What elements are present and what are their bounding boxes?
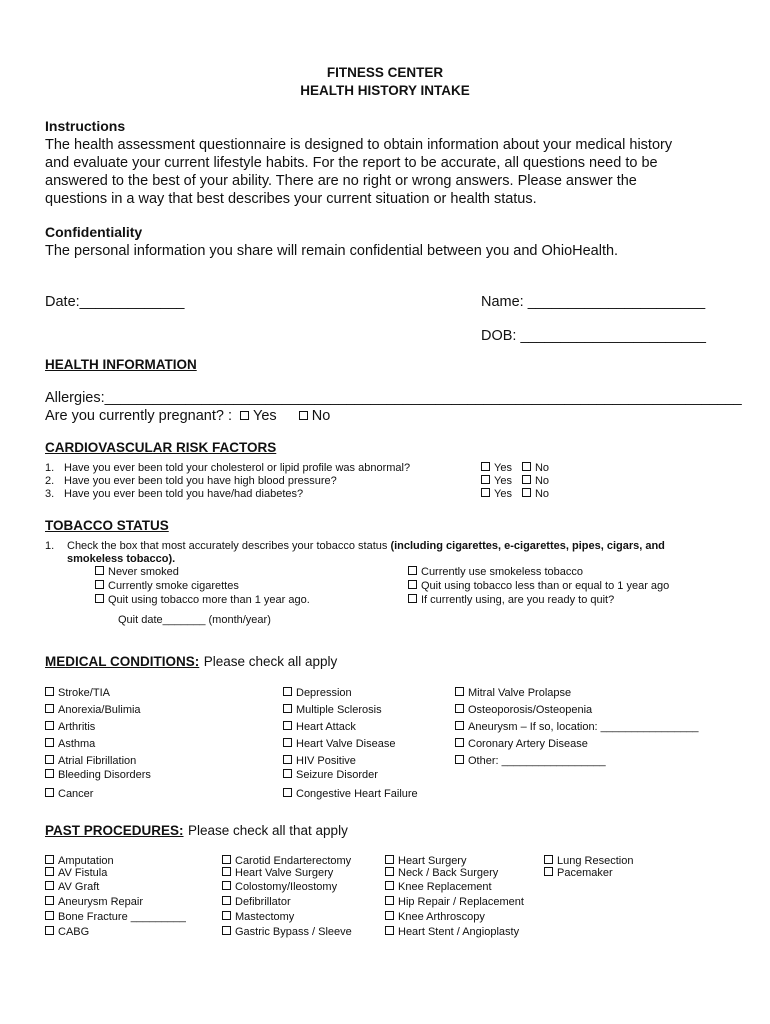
procedure-item	[385, 911, 485, 923]
condition-item	[455, 738, 588, 750]
instructions-line-3: answered to the best of your ability. There are no right or wrong answers. Please answer the	[45, 173, 637, 189]
form-title-line1: FITNESS CENTER	[326, 65, 444, 80]
procedure-item	[45, 881, 99, 893]
dob-field[interactable]: DOB: _______________________	[481, 328, 706, 344]
procedure-checkbox[interactable]	[544, 867, 553, 876]
cardio-heading: CARDIOVASCULAR RISK FACTORS	[45, 440, 277, 455]
option-label: Currently smoke cigarettes	[108, 580, 239, 592]
procedure-label: Heart Valve Surgery	[235, 867, 334, 879]
tobacco-option-ready-to-quit	[408, 594, 614, 606]
tobacco-ready-checkbox[interactable]	[408, 594, 417, 603]
quit-date-field[interactable]: Quit date_______ (month/year)	[118, 614, 271, 626]
condition-item	[283, 721, 356, 733]
condition-label: Atrial Fibrillation	[58, 755, 137, 767]
procedure-label: Knee Arthroscopy	[398, 911, 485, 923]
condition-label: Depression	[296, 687, 352, 699]
pregnant-yes-label: Yes	[253, 408, 277, 424]
procedure-label: Bone Fracture _________	[58, 911, 186, 923]
condition-item	[45, 687, 110, 699]
tobacco-option-quit-within-year	[408, 580, 669, 592]
procedure-label: CABG	[58, 926, 90, 938]
procedures-heading: PAST PROCEDURES:	[45, 823, 184, 838]
procedure-item	[222, 926, 352, 938]
tobacco-option-current-cigarettes	[95, 580, 239, 592]
cardio-answers-1	[481, 462, 549, 474]
condition-checkbox[interactable]	[45, 721, 54, 730]
condition-label: Osteoporosis/Osteopenia	[468, 704, 593, 716]
tobacco-current-checkbox[interactable]	[95, 580, 104, 589]
medical-header	[45, 653, 337, 671]
condition-checkbox[interactable]	[283, 769, 292, 778]
procedure-item	[45, 867, 107, 879]
procedure-checkbox[interactable]	[385, 896, 394, 905]
condition-checkbox[interactable]	[455, 704, 464, 713]
procedure-item	[222, 896, 291, 908]
option-label: Currently use smokeless tobacco	[421, 566, 584, 578]
tobacco-heading: TOBACCO STATUS	[45, 518, 169, 533]
no-label: No	[534, 462, 550, 474]
condition-item	[283, 788, 418, 800]
yes-label: Yes	[494, 462, 512, 474]
procedure-label: Carotid Endarterectomy	[235, 855, 352, 867]
pregnant-question-label: Are you currently pregnant? :	[45, 408, 232, 424]
tobacco-option-smokeless	[408, 566, 583, 578]
tobacco-quit-within-year-checkbox[interactable]	[408, 580, 417, 589]
procedure-label: Aneurysm Repair	[58, 896, 143, 908]
tobacco-question-emphasis-2: smokeless tobacco).	[67, 553, 176, 565]
procedure-item	[222, 881, 337, 893]
procedure-item	[45, 855, 114, 867]
condition-label: HIV Positive	[296, 755, 356, 767]
condition-checkbox[interactable]	[45, 788, 54, 797]
option-label: Never smoked	[108, 566, 179, 578]
procedure-label: AV Fistula	[58, 867, 108, 879]
procedure-label: Colostomy/Ileostomy	[235, 881, 338, 893]
condition-item	[283, 738, 395, 750]
procedure-item	[385, 881, 492, 893]
tobacco-never-checkbox[interactable]	[95, 566, 104, 575]
condition-item	[283, 687, 352, 699]
procedure-label: Pacemaker	[557, 867, 613, 879]
procedure-checkbox[interactable]	[222, 867, 231, 876]
pregnant-no-checkbox[interactable]	[299, 411, 308, 420]
procedure-label: Gastric Bypass / Sleeve	[235, 926, 352, 938]
condition-checkbox[interactable]	[45, 769, 54, 778]
yes-label: Yes	[494, 475, 512, 487]
condition-checkbox[interactable]	[283, 738, 292, 747]
procedure-item	[385, 896, 524, 908]
condition-item	[455, 687, 571, 699]
procedure-item	[45, 896, 143, 908]
question-number: 3.	[45, 488, 55, 500]
yes-label: Yes	[494, 488, 512, 500]
option-label: Quit using tobacco less than or equal to 1 year ago	[421, 580, 670, 592]
procedure-checkbox[interactable]	[544, 855, 553, 864]
condition-checkbox[interactable]	[455, 687, 464, 696]
procedure-checkbox[interactable]	[385, 867, 394, 876]
procedure-label: Mastectomy	[235, 911, 295, 923]
procedure-checkbox[interactable]	[385, 926, 394, 935]
instructions-line-1: The health assessment questionnaire is designed to obtain information about your medical history	[45, 137, 673, 153]
no-label: No	[534, 475, 550, 487]
cardio-3-yes-checkbox[interactable]	[481, 488, 490, 497]
cardio-answers-2	[481, 475, 549, 487]
procedure-label: Amputation	[58, 855, 114, 867]
condition-label: Coronary Artery Disease	[468, 738, 588, 750]
condition-label: Heart Valve Disease	[296, 738, 396, 750]
procedure-label: Heart Stent / Angioplasty	[398, 926, 520, 938]
procedure-item	[544, 855, 633, 867]
instructions-line-2: and evaluate your current lifestyle habits. For the report to be accurate, all questions need to be	[45, 155, 658, 171]
condition-checkbox[interactable]	[45, 738, 54, 747]
pregnant-no-label: No	[311, 408, 331, 424]
procedure-label: Hip Repair / Replacement	[398, 896, 524, 908]
procedure-label: Heart Surgery	[398, 855, 467, 867]
confidentiality-heading: Confidentiality	[45, 224, 143, 240]
procedure-checkbox[interactable]	[385, 881, 394, 890]
pregnant-yes-checkbox[interactable]	[240, 411, 249, 420]
condition-checkbox[interactable]	[283, 704, 292, 713]
question-text: Have you ever been told you have/had diabetes?	[64, 488, 304, 500]
procedure-checkbox[interactable]	[222, 881, 231, 890]
condition-item	[45, 704, 141, 716]
cardio-1-yes-checkbox[interactable]	[481, 462, 490, 471]
medical-note: Please check all apply	[203, 654, 338, 669]
procedure-checkbox[interactable]	[222, 911, 231, 920]
procedure-checkbox[interactable]	[45, 896, 54, 905]
condition-checkbox[interactable]	[455, 738, 464, 747]
option-label: If currently using, are you ready to quit?	[421, 594, 615, 606]
condition-item	[45, 788, 93, 800]
condition-checkbox[interactable]	[283, 721, 292, 730]
cardio-question-1	[45, 462, 410, 474]
tobacco-smokeless-checkbox[interactable]	[408, 566, 417, 575]
procedure-label: Knee Replacement	[398, 881, 492, 893]
condition-label: Cancer	[58, 788, 94, 800]
pregnant-question	[45, 407, 330, 425]
name-field[interactable]: Name: ______________________	[481, 294, 706, 310]
cardio-answers-3	[481, 488, 549, 500]
condition-item	[455, 755, 606, 767]
procedure-checkbox[interactable]	[45, 855, 54, 864]
condition-item	[283, 755, 356, 767]
instructions-heading: Instructions	[45, 118, 126, 134]
procedure-label: AV Graft	[58, 881, 100, 893]
condition-item	[45, 755, 136, 767]
question-number: 1.	[45, 462, 55, 474]
cardio-question-3	[45, 488, 303, 500]
condition-item	[455, 704, 592, 716]
tobacco-quit-over-year-checkbox[interactable]	[95, 594, 104, 603]
confidentiality-text: The personal information you share will remain confidential between you and OhioHealth.	[45, 243, 619, 259]
cardio-2-no-checkbox[interactable]	[522, 475, 531, 484]
condition-label: Multiple Sclerosis	[296, 704, 382, 716]
no-label: No	[534, 488, 550, 500]
tobacco-option-quit-over-year	[95, 594, 310, 606]
condition-item	[455, 721, 699, 733]
condition-checkbox[interactable]	[283, 755, 292, 764]
instructions-line-4: questions in a way that best describes your current situation or health status.	[45, 191, 537, 207]
cardio-3-no-checkbox[interactable]	[522, 488, 531, 497]
procedure-checkbox[interactable]	[45, 926, 54, 935]
question-text: Have you ever been told you have high blood pressure?	[64, 475, 337, 487]
health-information-heading: HEALTH INFORMATION	[45, 357, 197, 372]
condition-label: Seizure Disorder	[296, 769, 378, 781]
procedure-checkbox[interactable]	[385, 855, 394, 864]
question-text: Have you ever been told your cholesterol or lipid profile was abnormal?	[64, 462, 411, 474]
condition-checkbox[interactable]	[455, 755, 464, 764]
condition-label: Mitral Valve Prolapse	[468, 687, 572, 699]
condition-item	[283, 769, 378, 781]
tobacco-question-emphasis-1: (including cigarettes, e-cigarettes, pipes, cigars, and	[390, 540, 665, 552]
procedure-item	[222, 867, 333, 879]
procedure-item	[544, 867, 613, 879]
condition-label: Aneurysm – If so, location: ________________	[468, 721, 699, 733]
procedure-item	[385, 926, 519, 938]
cardio-2-yes-checkbox[interactable]	[481, 475, 490, 484]
condition-item	[45, 721, 95, 733]
condition-checkbox[interactable]	[45, 704, 54, 713]
condition-item	[45, 738, 95, 750]
condition-checkbox[interactable]	[455, 721, 464, 730]
procedure-checkbox[interactable]	[222, 855, 231, 864]
condition-checkbox[interactable]	[283, 788, 292, 797]
option-label: Quit using tobacco more than 1 year ago.	[108, 594, 310, 606]
procedure-checkbox[interactable]	[45, 911, 54, 920]
condition-checkbox[interactable]	[45, 755, 54, 764]
procedures-note: Please check all that apply	[187, 823, 348, 838]
condition-item	[45, 769, 151, 781]
condition-label: Other: _________________	[468, 755, 606, 767]
procedure-label: Defibrillator	[235, 896, 291, 908]
condition-label: Asthma	[58, 738, 96, 750]
condition-label: Heart Attack	[296, 721, 356, 733]
procedure-item	[385, 867, 498, 879]
procedure-item	[385, 855, 466, 867]
condition-label: Congestive Heart Failure	[296, 788, 418, 800]
cardio-1-no-checkbox[interactable]	[522, 462, 531, 471]
procedure-checkbox[interactable]	[222, 926, 231, 935]
tobacco-question-text: Check the box that most accurately describes your tobacco status	[67, 540, 391, 552]
procedure-checkbox[interactable]	[45, 867, 54, 876]
procedure-checkbox[interactable]	[385, 911, 394, 920]
cardio-question-2	[45, 475, 337, 487]
procedures-header	[45, 822, 348, 840]
procedure-checkbox[interactable]	[222, 896, 231, 905]
form-title-line2: HEALTH HISTORY INTAKE	[300, 83, 470, 98]
procedure-item	[222, 855, 351, 867]
date-field[interactable]: Date:_____________	[45, 294, 185, 310]
question-number: 2.	[45, 475, 55, 487]
procedure-checkbox[interactable]	[45, 881, 54, 890]
condition-item	[283, 704, 382, 716]
medical-heading: MEDICAL CONDITIONS:	[45, 654, 200, 669]
procedure-item	[222, 911, 294, 923]
procedure-label: Neck / Back Surgery	[398, 867, 499, 879]
procedure-item	[45, 926, 89, 938]
allergies-field[interactable]: Allergies:_______________________________________________________________________________	[45, 390, 742, 406]
procedure-item	[45, 911, 186, 923]
tobacco-question	[45, 540, 665, 552]
condition-checkbox[interactable]	[45, 687, 54, 696]
condition-label: Bleeding Disorders	[58, 769, 151, 781]
procedure-label: Lung Resection	[557, 855, 634, 867]
condition-label: Anorexia/Bulimia	[58, 704, 141, 716]
condition-checkbox[interactable]	[283, 687, 292, 696]
condition-label: Arthritis	[58, 721, 96, 733]
question-number: 1.	[45, 540, 55, 552]
tobacco-option-never	[95, 566, 179, 578]
condition-label: Stroke/TIA	[58, 687, 110, 699]
